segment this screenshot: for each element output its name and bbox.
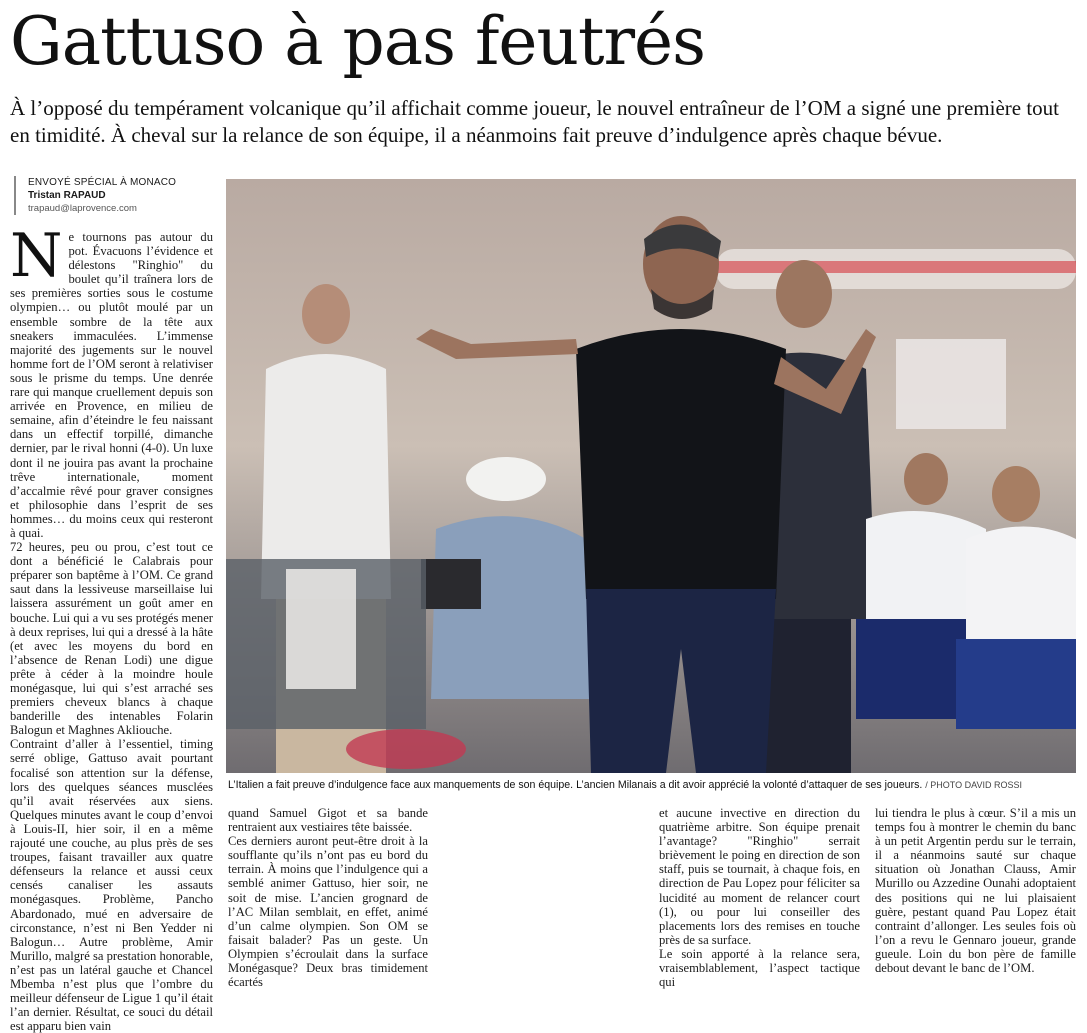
article-paragraph-5: Ces derniers auront peut-être droit à la soufflante qu’ils n’ont pas eu bord du terrain. À moins que l’indulgence qui a semblé animer Gattuso, hier soir, ne soit de mise. L’ancien grognard de l’AC Milan semblait, en effet, animé d’un calme olympien. Son OM se faisait balader? Pas un geste. Un Olympien s’écroulait dans la surface Monégasque? Deux bras timidement écartés [228,834,428,990]
byline-kicker: ENVOYÉ SPÉCIAL À MONACO [28,177,177,188]
article-photo [226,179,1076,773]
paragraph-text: e tournons pas autour du pot. Évacuons l’évidence et délestons "Ringhio" du boulet qu’il traînera lors de ses premières sorties sous le costume olympien… ou plutôt moulé par un ensemble sombre de la tête aux sneakers immaculées. L’immense majorité des jugements sur le nouvel homme fort de l’OM seront à relativiser sous le prisme du temps. Une denrée rare qui manque cruellement depuis son arrivée en Provence, en milieu de semaine, afin d’éteindre le feu naissant dans un effectif torpillé, dimanche dernier, par le rival honni (4-0). Un luxe dont il ne jouira pas avant la prochaine trêve internationale, moment d’accalmie rêvé pour graver consignes et philosophie dans l’esprit de ses hommes… du moins ceux qui resteront à quai. [10,230,213,540]
article-column-1 [10,221,213,1033]
byline-author: Tristan RAPAUD [28,190,106,201]
standfirst: À l’opposé du tempérament volcanique qu’il affichait comme joueur, le nouvel entraîneur de l’OM a signé une première tout en timidité. À cheval sur la relance de son équipe, il a néanmoins fait preuve d’indulgence après chaque bévue. [10,96,1060,147]
byline-email: trapaud@laprovence.com [28,203,137,214]
photo-caption [228,779,1078,792]
article-paragraph-8: lui tiendra le plus à cœur. S’il a mis un temps fou à montrer le chemin du banc à un petit Argentin perdu sur le terrain, il a néanmoins sauté sur chaque situation où Jonathan Clauss, Amir Murillo ou Azzedine Ounahi adoptaient des positions qui ne lui plaisaient guère, pestant quand Pau Lopez était contraint d’allonger. Les seules fois où l’on a revu le Gennaro joueur, grande gueule. Loin du bon père de famille debout devant le banc de l’OM. [875,806,1076,976]
article-paragraph-6: et aucune invective en direction du quatrième arbitre. Son équipe prenait l’avantage? "Ringhio" serrait brièvement le poing en direction de son staff, puis se tournait, à chaque fois, en direction de Pau Lopez pour féliciter sa lucidité au moment de relancer court (1), ou pour lui conseiller des placements lors des remises en touche près de sa surface. [659,806,860,947]
article-paragraph-7: Le soin apporté à la relance sera, vraisemblablement, l’aspect tactique qui [659,946,860,990]
article-column-2 [228,806,428,990]
caption-text: L’Italien a fait preuve d’indulgence face aux manquements de son équipe. L’ancien Milanais a dit avoir apprécié la volonté d’attaquer de ses joueurs. [228,779,926,791]
headline: Gattuso à pas feutrés [10,3,705,80]
photo-illustration [226,179,1076,773]
article-column-4 [875,806,1076,976]
photo-credit: / PHOTO DAVID ROSSI [925,780,1022,790]
article-paragraph-3: Contraint d’aller à l’essentiel, timing serré oblige, Gattuso avait pourtant focalisé son attention sur la défense, lors des quelques séances musclées qu’il avait réservées aux siens. Quelques minutes avant le coup d’envoi à Louis-II, hier soir, il en a même rajouté une couche, au plus près de ses troupes, faisant travailler aux quatre défenseurs la relance et aussi ceux censés canaliser les assauts monégasques. Problème, Pancho Abardonado, mué en adversaire de circonstance, n’est ni Ben Yedder ni Balogun… Autre problème, Amir Murillo, malgré sa prestation honorable, n’est pas un latéral gauche et Chancel Mbemba n’est plus que l’ombre du meilleur défenseur de Ligue 1 qu’il était l’an dernier. Résultat, ce souci du détail est apparu bien vain [10,737,213,1033]
article-paragraph-4: quand Samuel Gigot et sa bande rentraient aux vestiaires tête baissée. [228,806,428,835]
byline [14,176,214,215]
drop-cap: N [10,221,63,291]
article-column-3 [659,806,860,990]
article-paragraph-2: 72 heures, peu ou prou, c’est tout ce dont a bénéficié le Calabrais pour préparer son baptême à l’OM. Ce grand saut dans la lessiveuse marseillaise lui laissera assurément un goût amer en bouche. Lui qui a vu ses protégés mener à deux reprises, lui qui a dressé à la hâte (et avec les moyens du bord en l’absence de Renan Lodi) une digue prête à céder à la moindre houle monégasque, lui qui s’est arraché ses premiers cheveux blancs à chaque banderille des intenables Folarin Balogun et Maghnes Akliouche. [10,540,213,738]
article-paragraph-1 [10,221,213,540]
